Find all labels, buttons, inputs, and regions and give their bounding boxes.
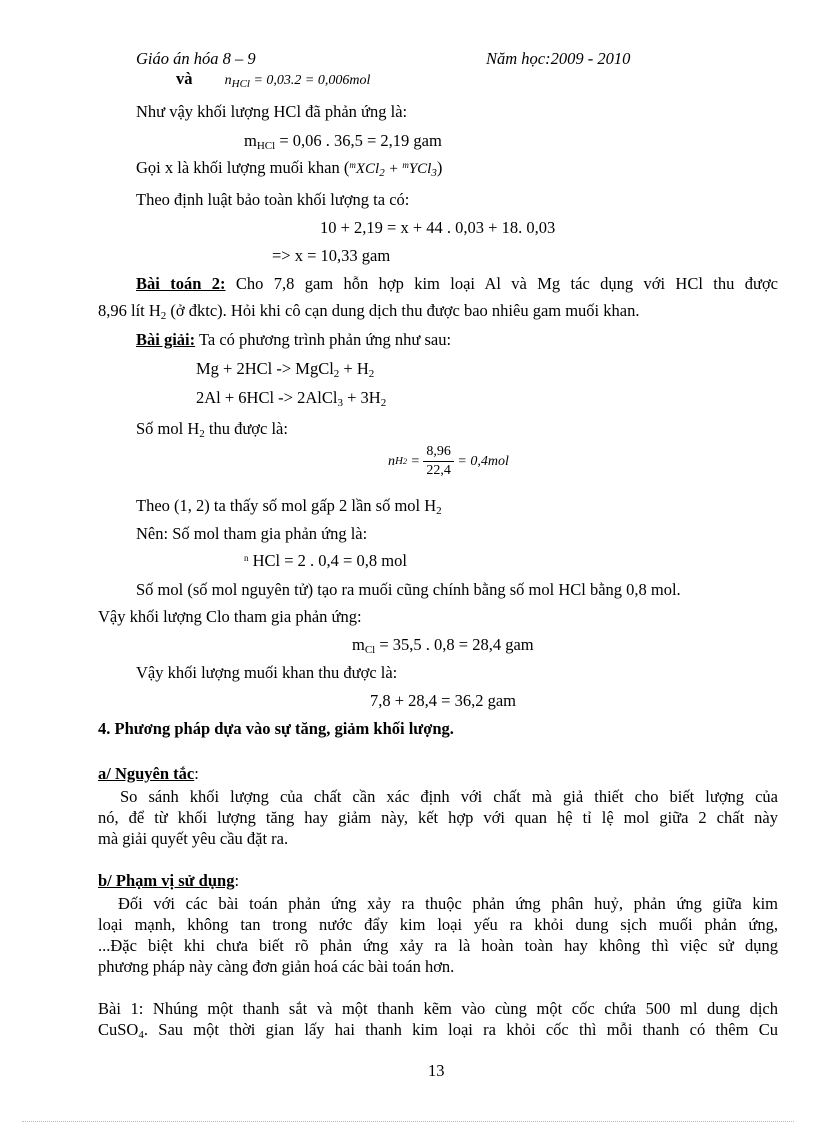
reaction-2: 2Al + 6HCl -> 2AlCl$_3$ + $3H_2$ xyxy=(196,388,387,409)
paragraph-a: So sánh khối lượng của chất cần xác định với chất mà giả thiết cho biết lượng của nó, để từ khối lượng tăng hay giảm này, kết hợp với quan hệ tỉ lệ mol giữa 2 chất này mà giải quyết yêu cầu đặt ra. xyxy=(98,787,778,848)
problem-2-line-2: 8,96 lít $H_2$ (ở đktc). Hỏi khi cô cạn dung dịch thu được bao nhiêu gam muối khan. xyxy=(98,301,640,322)
text-line: Vậy khối lượng muối khan thu được là: xyxy=(136,663,398,682)
exercise-1-line-2: CuSO$_4$. Sau một thời gian lấy hai thanh kim loại ra khỏi cốc thì mỗi thanh có thêm Cu xyxy=(98,1020,778,1041)
text-line: Số mol (số mol nguyên tử) tạo ra muối cũng chính bằng số mol HCl bằng 0,8 mol. xyxy=(136,580,681,599)
equation-nhcl: $^n$ HCl = 2 . 0,4 = 0,8 mol xyxy=(244,551,407,570)
text-line: Số mol $H_2$ thu được là: xyxy=(136,419,288,440)
problem-2-line-1: Bài toán 2: Cho 7,8 gam hỗn hợp kim loại Al và Mg tác dụng với HCl thu được xyxy=(136,274,778,293)
subheading-b: b/ Phạm vị sử dụng: xyxy=(98,871,240,890)
page-number: 13 xyxy=(428,1061,445,1080)
equation: => x = 10,33 gam xyxy=(272,246,391,265)
text-line: Theo định luật bảo toàn khối lượng ta có: xyxy=(136,190,410,209)
text-line: Vậy khối lượng Clo tham gia phản ứng: xyxy=(98,607,362,626)
paragraph-b: Đối với các bài toán phản ứng xảy ra thuộc phản ứng phân huỷ, phản ứng giữa kim loại mạnh, không tan trong nước đẩy kim loại yếu ra khỏi dung sịch muối phản ứng, ...Đặc biệt khi chưa biết rõ phản ứng xảy ra là hoàn toàn hay không thì việc sử dụng phương pháp này càng đơn giản hoá các bài toán hơn. xyxy=(98,894,778,976)
exercise-1-line-1: Bài 1: Nhúng một thanh sắt và một thanh kẽm vào cùng một cốc chứa 500 ml dung dịch xyxy=(98,999,778,1018)
section-title: 4. Phương pháp dựa vào sự tăng, giảm khối lượng. xyxy=(98,719,454,738)
page-bottom-divider xyxy=(22,1121,794,1122)
equation-mcl: $m_{Cl} = 35,5$ . 0,8 = 28,4 gam xyxy=(352,635,534,656)
subheading-a: a/ Nguyên tắc: xyxy=(98,764,199,783)
reaction-1: Mg + 2HCl -> MgCl$_2$ + $H_2$ xyxy=(196,359,375,380)
text-line: Gọi x là khối lượng muối khan ($^m$XCl$_2$ + $^m$YCl$_3$) xyxy=(136,158,443,179)
text-line: Nên: Số mol tham gia phản ứng là: xyxy=(136,524,368,543)
equation: 10 + 2,19 = x + 44 . 0,03 + 18. 0,03 xyxy=(320,218,556,237)
solution-heading: Bài giải: Ta có phương trình phản ứng như sau: xyxy=(136,330,452,349)
line-nhcl: và $n_{HCl} = 0,03.2 = 0,006mol$ xyxy=(176,69,371,90)
text-line: Như vậy khối lượng HCl đã phản ứng là: xyxy=(136,102,408,121)
fraction-equation: n H2 = $\frac{8,96}{22,4}$ = 0,4mol xyxy=(388,444,509,479)
text-line: Theo (1, 2) ta thấy số mol gấp 2 lần số mol $H_2$ xyxy=(136,496,442,517)
header-right: Năm học:2009 - 2010 xyxy=(486,49,631,68)
header-left: Giáo án hóa 8 – 9 xyxy=(136,49,256,68)
equation-mhcl: $m_{HCl} = 0,06$ . 36,5 = 2,19 gam xyxy=(244,131,442,152)
equation: 7,8 + 28,4 = 36,2 gam xyxy=(370,691,517,710)
